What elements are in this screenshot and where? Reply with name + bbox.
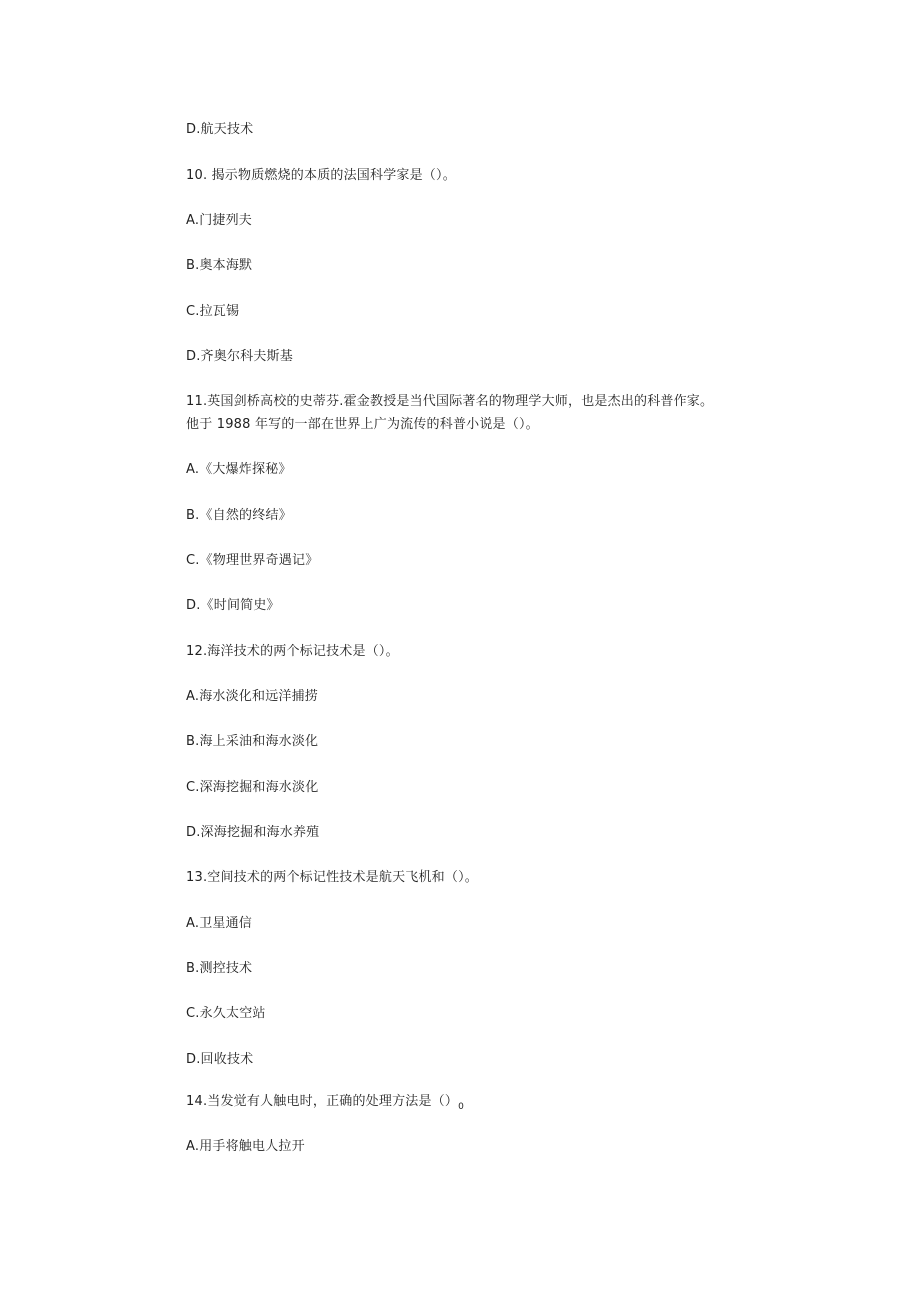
- option-11d: D.《时间简史》: [186, 598, 280, 613]
- option-14a: A.用手将触电人拉开: [186, 1139, 305, 1154]
- question-14-suffix: 0: [458, 1102, 465, 1112]
- option-12d: D.深海挖掘和海水养殖: [186, 825, 320, 840]
- option-13c: C.永久太空站: [186, 1006, 266, 1021]
- option-9d: D.航天技术: [186, 122, 254, 137]
- option-12a: A.海水淡化和远洋捕捞: [186, 689, 318, 704]
- option-10b: B.奥本海默: [186, 258, 253, 273]
- option-11c: C.《物理世界奇遇记》: [186, 553, 319, 568]
- option-13b: B.测控技术: [186, 961, 253, 976]
- option-10c: C.拉瓦锡: [186, 304, 240, 319]
- option-11b: B.《自然的终结》: [186, 508, 292, 523]
- question-11: 11.英国剑桥高校的史蒂芬.霍金教授是当代国际著名的物理学大师，也是杰出的科普作家。他于 1988 年写的一部在世界上广为流传的科普小说是（）。: [186, 394, 714, 432]
- question-12: 12.海洋技术的两个标记技术是（）。: [186, 644, 399, 659]
- option-12c: C.深海挖掘和海水淡化: [186, 780, 319, 795]
- option-11a: A.《大爆炸探秘》: [186, 462, 292, 477]
- option-13a: A.卫星通信: [186, 916, 252, 931]
- question-13: 13.空间技术的两个标记性技术是航天飞机和（）。: [186, 870, 478, 885]
- question-10: 10. 揭示物质燃烧的本质的法国科学家是（）。: [186, 168, 456, 183]
- question-14-text: 14.当发觉有人触电时，正确的处理方法是（）: [186, 1094, 459, 1109]
- question-14: [186, 1094, 726, 1115]
- option-13d: D.回收技术: [186, 1052, 254, 1067]
- option-10d: D.齐奥尔科夫斯基: [186, 349, 293, 364]
- option-10a: A.门捷列夫: [186, 213, 252, 228]
- option-12b: B.海上采油和海水淡化: [186, 734, 319, 749]
